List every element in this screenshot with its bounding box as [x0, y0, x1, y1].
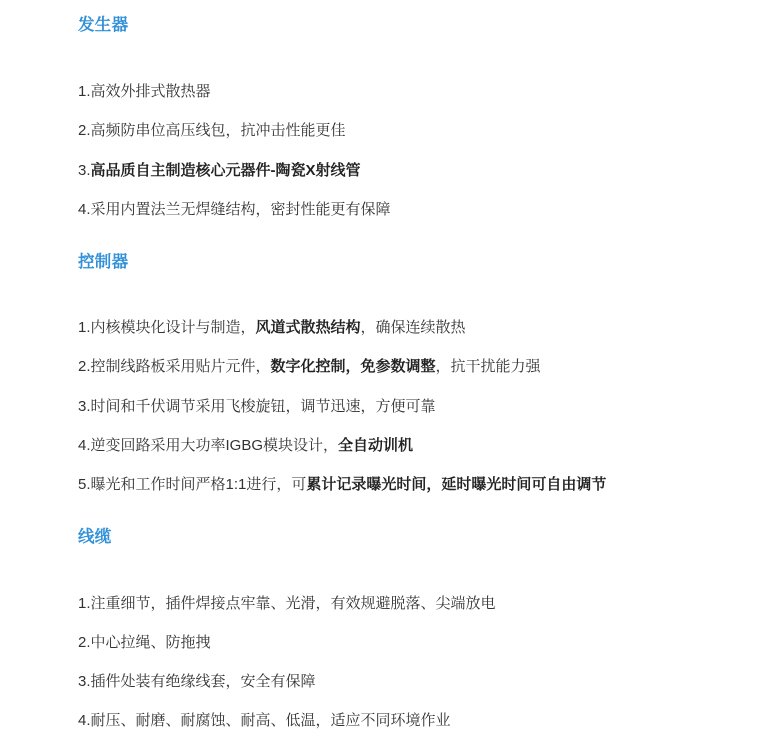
- list-item: [78, 316, 750, 339]
- item-text: 3.插件处装有绝缘线套，安全有保障: [78, 673, 316, 691]
- item-text: 2.高频防串位高压线包，抗冲击性能更佳: [78, 122, 346, 140]
- list-item: [78, 592, 750, 615]
- item-text-bold: 高品质自主制造核心元器件-陶瓷X射线管: [90, 161, 361, 179]
- item-text: 1.注重细节，插件焊接点牢靠、光滑，有效规避脱落、尖端放电: [78, 594, 496, 612]
- section-items-controller: [78, 316, 750, 496]
- item-text-bold: 全自动训机: [338, 436, 414, 454]
- list-item: [78, 434, 750, 457]
- section-items-generator: [78, 80, 750, 221]
- item-text-prefix: 5.曝光和工作时间严格1:1进行，可: [78, 476, 307, 494]
- list-item: [78, 709, 750, 732]
- section-generator: [78, 14, 750, 221]
- list-item: [78, 355, 750, 378]
- item-text-prefix: 1.内核模块化设计与制造，: [78, 319, 256, 337]
- item-text-bold: 风道式散热结构: [255, 319, 361, 337]
- list-item: [78, 670, 750, 693]
- item-text-bold: 数字化控制，免参数调整: [270, 358, 436, 376]
- item-text: 1.高效外排式散热器: [78, 83, 211, 101]
- list-item: [78, 119, 750, 142]
- item-text: 4.采用内置法兰无焊缝结构，密封性能更有保障: [78, 200, 391, 218]
- item-text-suffix: ，确保连续散热: [360, 319, 466, 337]
- item-text-bold: 累计记录曝光时间，延时曝光时间可自由调节: [306, 476, 607, 494]
- item-text: 3.: [78, 161, 91, 179]
- section-title-generator: 发生器: [78, 16, 129, 34]
- item-text-prefix: 3.时间和千伏调节采用飞梭旋钮，调节迅速，方便可靠: [78, 397, 436, 415]
- item-text-prefix: 4.逆变回路采用大功率IGBG模块设计，: [78, 436, 339, 454]
- list-item: [78, 159, 750, 182]
- section-title-cable: 线缆: [78, 528, 112, 547]
- list-item: [78, 198, 750, 221]
- item-text: 2.中心拉绳、防拖拽: [78, 633, 211, 651]
- section-title-controller: 控制器: [78, 253, 129, 272]
- list-item: [78, 631, 750, 654]
- section-cable: [78, 526, 750, 732]
- item-text-prefix: 2.控制线路板采用贴片元件，: [78, 358, 271, 376]
- list-item: [78, 80, 750, 103]
- list-item: [78, 473, 750, 496]
- section-items-cable: [78, 592, 750, 733]
- item-text-suffix: ，抗干扰能力强: [435, 358, 541, 376]
- section-controller: [78, 251, 750, 496]
- list-item: [78, 395, 750, 418]
- item-text: 4.耐压、耐磨、耐腐蚀、耐高、低温，适应不同环境作业: [78, 712, 451, 730]
